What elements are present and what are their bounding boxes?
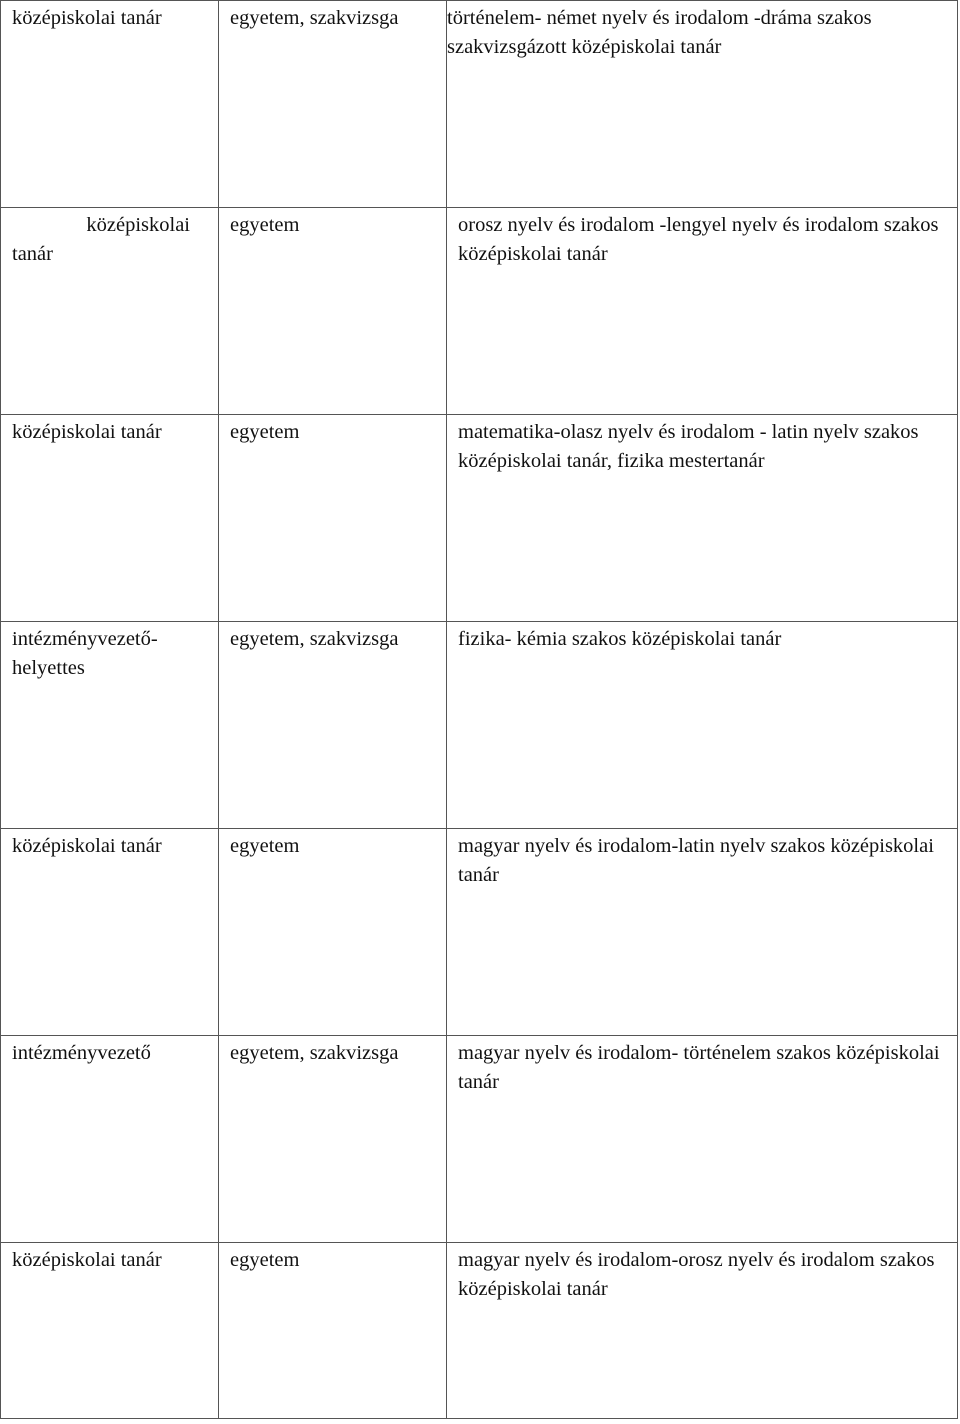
qualification-cell: matematika-olasz nyelv és irodalom - latin nyelv szakos középiskolai tanár, fizika mestertanár bbox=[447, 415, 958, 622]
role-cell: középiskolai tanár bbox=[1, 1, 219, 208]
education-cell: egyetem bbox=[219, 415, 447, 622]
education-cell: egyetem bbox=[219, 1243, 447, 1419]
education-cell: egyetem bbox=[219, 208, 447, 415]
table-row bbox=[1, 829, 958, 1036]
role-cell: intézményvezető bbox=[1, 1036, 219, 1243]
qualification-cell: magyar nyelv és irodalom- történelem szakos középiskolai tanár bbox=[447, 1036, 958, 1243]
role-cell bbox=[1, 208, 219, 415]
table-row bbox=[1, 1, 958, 208]
qualification-cell: fizika- kémia szakos középiskolai tanár bbox=[447, 622, 958, 829]
qualification-cell: orosz nyelv és irodalom -lengyel nyelv és irodalom szakos középiskolai tanár bbox=[447, 208, 958, 415]
qualification-cell: történelem- német nyelv és irodalom -dráma szakos szakvizsgázott középiskolai tanár bbox=[447, 1, 958, 208]
role-cell: középiskolai tanár bbox=[1, 415, 219, 622]
qualification-cell: magyar nyelv és irodalom-orosz nyelv és irodalom szakos középiskolai tanár bbox=[447, 1243, 958, 1419]
role-cell: intézményvezető-helyettes bbox=[1, 622, 219, 829]
qualification-cell: magyar nyelv és irodalom-latin nyelv szakos középiskolai tanár bbox=[447, 829, 958, 1036]
table-row bbox=[1, 208, 958, 415]
staff-table-body bbox=[1, 1, 958, 1419]
education-cell: egyetem, szakvizsga bbox=[219, 1036, 447, 1243]
table-row bbox=[1, 622, 958, 829]
table-row bbox=[1, 1036, 958, 1243]
role-line-2: tanár bbox=[12, 243, 53, 265]
role-line-1: középiskolai bbox=[86, 214, 190, 236]
role-cell: középiskolai tanár bbox=[1, 829, 219, 1036]
role-cell: középiskolai tanár bbox=[1, 1243, 219, 1419]
table-row bbox=[1, 415, 958, 622]
education-cell: egyetem, szakvizsga bbox=[219, 622, 447, 829]
education-cell: egyetem bbox=[219, 829, 447, 1036]
education-cell: egyetem, szakvizsga bbox=[219, 1, 447, 208]
table-row bbox=[1, 1243, 958, 1419]
